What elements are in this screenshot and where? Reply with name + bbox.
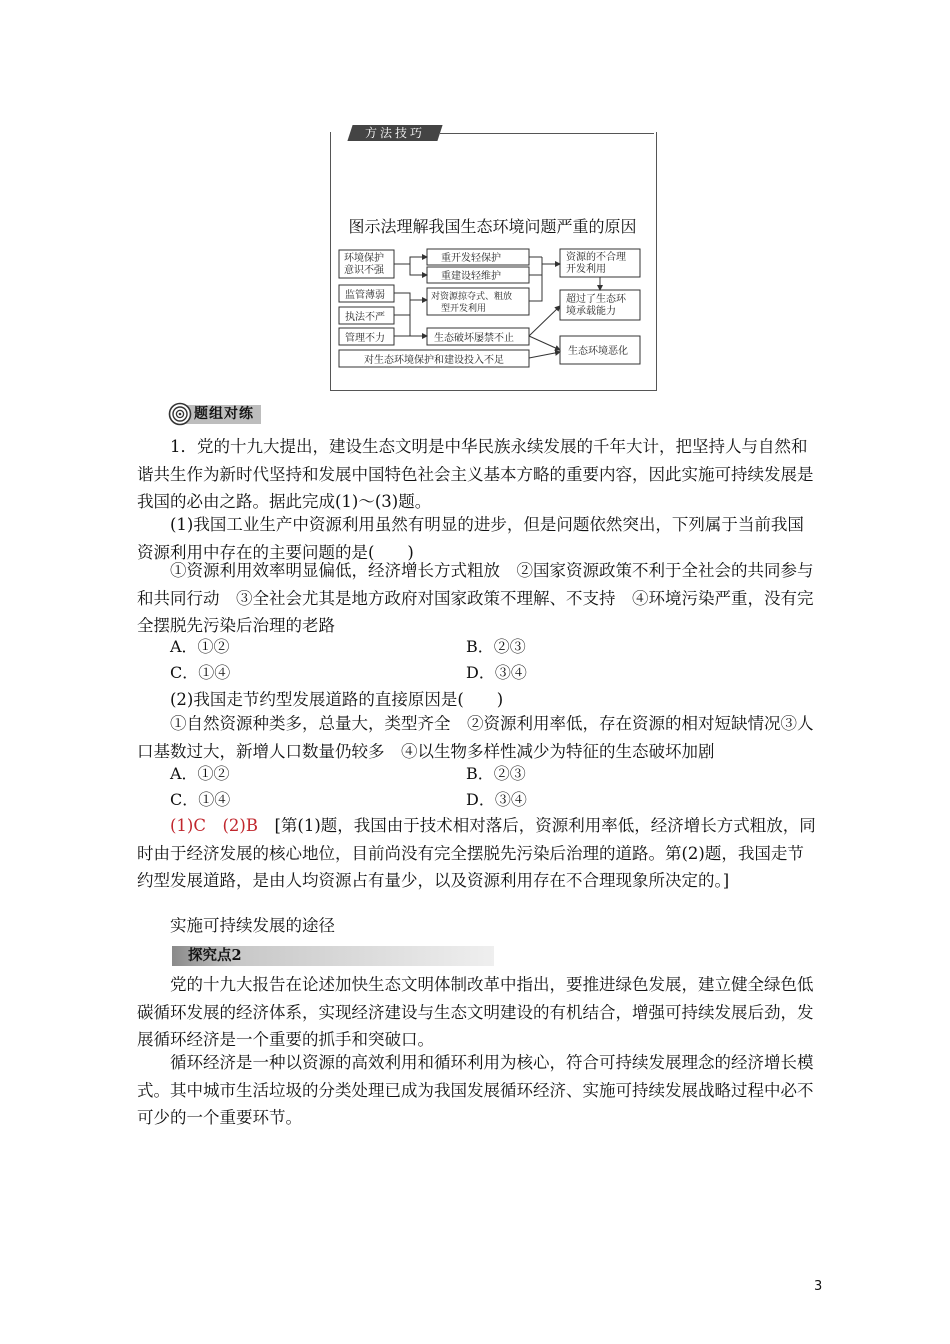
q1-option-a: A．①②	[170, 637, 230, 656]
node-worsen: 生态环境恶化	[568, 346, 628, 357]
node-awareness-2: 意识不强	[344, 265, 384, 276]
diagram-title: 图示法理解我国生态环境问题严重的原因	[348, 217, 637, 236]
section-paragraph-1: 党的十九大报告在论述加快生态文明体制改革中指出，要推进绿色发展，建立健全绿色低碳循环发展的经济体系，实现经济建设与生态文明建设的有机结合，增强可持续发展后劲，发展循环经济是一个重要的抓手和突破口。	[137, 975, 814, 1049]
q2-option-d: D．③④	[466, 790, 527, 809]
answer-explanation: [第(1)题，我国由于技术相对落后，资源利用率低，经济增长方式粗放，同时由于经济发展的核心地位，目前尚没有完全摆脱先污染后治理的道路。第(2)题，我国走节约型发展道路，是由人均资源占有量少，以及资源利用存在不合理现象所决定的。]	[137, 816, 816, 890]
q1-option-c: C．①④	[170, 663, 231, 682]
cause-diagram	[330, 240, 655, 380]
node-build: 重建设轻维护	[441, 271, 501, 282]
section-paragraph-2: 循环经济是一种以资源的高效利用和循环利用为核心，符合可持续发展理念的经济增长模式。其中城市生活垃圾的分类处理已成为我国发展循环经济、实施可持续发展战略过程中必不可少的一个重要环节。	[137, 1053, 814, 1127]
node-exceed: 超过了生态环	[566, 294, 626, 305]
method-box-top-border	[440, 133, 654, 134]
method-tab: 方法技巧	[347, 125, 442, 141]
answer-key: (1)C (2)B	[170, 816, 258, 835]
q1-items: ①资源利用效率明显偏低，经济增长方式粗放 ②国家资源政策不利于全社会的共同参与和共同行动 ③全社会尤其是地方政府对国家政策不理解、不支持 ④环境污染严重，没有完全摆脱先污染后治理的老路	[137, 561, 814, 635]
node-supervise: 监管薄弱	[345, 290, 385, 301]
node-plunder: 对资源掠夺式、粗放	[431, 292, 513, 302]
answer-block	[137, 812, 817, 895]
node-plunder-2: 型开发利用	[441, 304, 487, 314]
q2-option-b: B．②③	[466, 764, 526, 783]
section-title: 实施可持续发展的途径	[170, 916, 335, 935]
q1-option-d: D．③④	[466, 663, 527, 682]
page-number: 3	[814, 1279, 823, 1294]
explore-label: 探究点2	[188, 947, 242, 964]
q2-items: ①自然资源种类多，总量大，类型齐全 ②资源利用率低，存在资源的相对短缺情况③人口基数过大，新增人口数量仍较多 ④以生物多样性减少为特征的生态破坏加剧	[137, 714, 814, 761]
node-irrational: 资源的不合理	[566, 252, 626, 263]
q2-stem: (2)我国走节约型发展道路的直接原因是( )	[170, 690, 504, 709]
node-enforce: 执法不严	[345, 312, 385, 323]
q2-option-a: A．①②	[170, 764, 230, 783]
node-manage: 管理不力	[345, 333, 385, 344]
question-intro: 1．党的十九大提出，建设生态文明是中华民族永续发展的千年大计，把坚持人与自然和谐共生作为新时代坚持和发展中国特色社会主义基本方略的重要内容，因此实施可持续发展是我国的必由之路。据此完成(1)～(3)题。	[137, 437, 814, 511]
node-destroy: 生态破坏屡禁不止	[434, 333, 514, 344]
target-icon	[168, 402, 192, 426]
practice-heading: 题组对练	[194, 406, 254, 422]
node-awareness: 环境保护	[344, 253, 384, 264]
node-exceed-2: 境承载能力	[566, 306, 616, 317]
node-irrational-2: 开发利用	[566, 264, 606, 275]
q1-stem: (1)我国工业生产中资源利用虽然有明显的进步，但是问题依然突出，下列属于当前我国资源利用中存在的主要问题的是( )	[137, 515, 804, 562]
node-dev: 重开发轻保护	[441, 253, 501, 264]
q1-option-b: B．②③	[466, 637, 526, 656]
node-invest: 对生态环境保护和建设投入不足	[364, 355, 504, 366]
q2-option-c: C．①④	[170, 790, 231, 809]
